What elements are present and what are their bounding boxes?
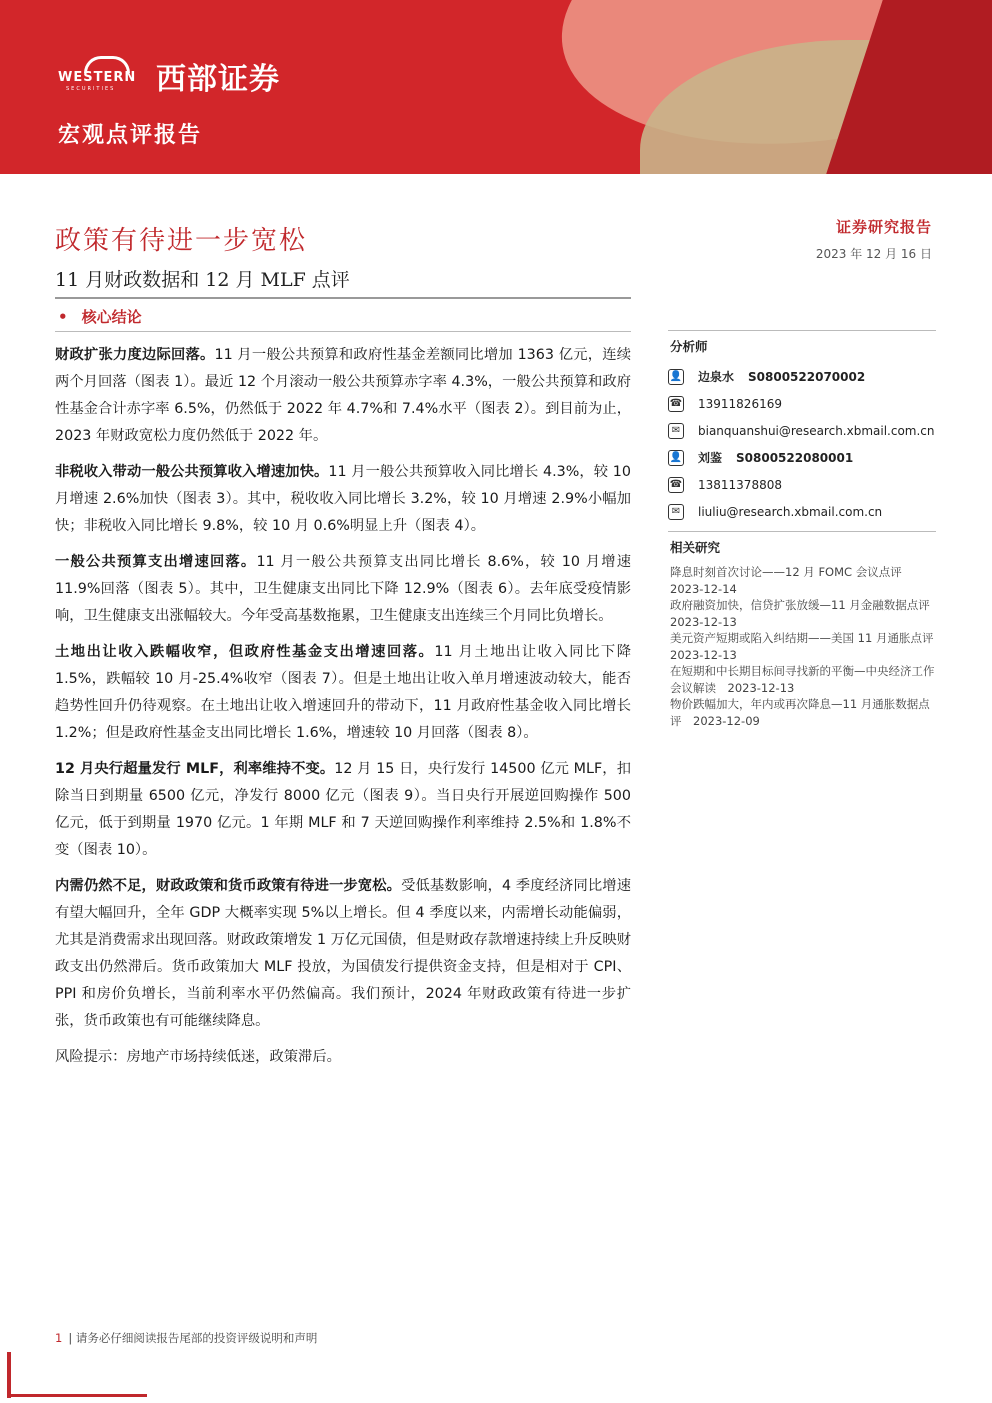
risk-note: 风险提示：房地产市场持续低迷，政策滞后。: [55, 1049, 341, 1065]
related-item[interactable]: 降息时刻首次讨论——12 月 FOMC 会议点评 2023-12-14: [670, 565, 914, 596]
analyst-contact: 👤 边泉水 S0800522070002: [669, 370, 866, 384]
company-name: 西部证券: [156, 62, 280, 97]
page-subtitle: 11 月财政数据和 12 月 MLF 点评: [55, 269, 350, 291]
person-icon: 👤: [668, 369, 684, 385]
report-type: 宏观点评报告: [58, 122, 203, 148]
paragraph: 12 月央行超量发行 MLF，利率维持不变。12 月 15 日，央行发行 14500 亿元 MLF，扣除当日到期量 6500 亿元，净发行 8000 亿元（图表 9）。当日央行开展逆回购操作 500 亿元，低于到期量 1970 亿元。1 年期 MLF 和 7 天逆回购操作利率维持 2.5%和 1.8%不变（图表 10）。: [55, 761, 632, 858]
divider: [668, 330, 936, 331]
analyst-phone: ☎ 13911826169: [669, 396, 782, 411]
sidebar: [668, 330, 945, 729]
related-research-list: [670, 564, 945, 729]
analyst-email[interactable]: ✉ liuliu@research.xbmail.com.cn: [668, 498, 938, 525]
related-heading: 相关研究: [670, 540, 721, 555]
paragraph: 非税收入带动一般公共预算收入增速加快。11 月一般公共预算收入同比增长 4.3%，较 10 月增速 2.6%加快（图表 3）。其中，税收收入同比增长 3.2%，较 10 月增速 2.9%小幅加快；非税收入同比增长 9.8%，较 10 月 0.6%明显上升（图表 4）。: [55, 464, 631, 534]
divider: [55, 331, 631, 332]
body-text: [55, 342, 631, 1080]
report-label: 证券研究报告: [835, 218, 932, 236]
page-title: 政策有待进一步宽松: [55, 226, 308, 256]
paragraph: 内需仍然不足，财政政策和货币政策有待进一步宽松。受低基数影响，4 季度经济同比增速有望大幅回升，全年 GDP 大概率实现 5%以上增长。但 4 季度以来，内需增长动能偏弱，尤其是消费需求出现回落。财政政策增发 1 万亿元国债，但是财政存款增速持续上升反映财政支出仍然滞后。货币政策加大 MLF 投放，为国债发行提供资金支持，但是相对于 CPI、PPI 和房价负增长，当前利率水平仍然偏高。我们预计，2024 年财政政策有待进一步扩张，货币政策也有可能继续降息。: [55, 878, 632, 1029]
related-item[interactable]: 物价跌幅加大，年内或再次降息—11 月通胀数据点评 2023-12-09: [670, 697, 930, 728]
analyst-heading: 分析师: [670, 339, 708, 354]
paragraph: 财政扩张力度边际回落。11 月一般公共预算和政府性基金差额同比增加 1363 亿元，连续两个月回落（图表 1）。最近 12 个月滚动一般公共预算赤字率 4.3%，一般公共预算和政府性基金合计赤字率 6.5%，仍然低于 2022 年 4.7%和 7.4%水平（图表 2）。到目前为止，2023 年财政宽松力度仍然低于 2022 年。: [55, 347, 631, 444]
analyst-email[interactable]: ✉ bianquanshui@research.xbmail.com.cn: [668, 417, 938, 444]
mail-icon: ✉: [668, 423, 684, 439]
page-number: 1: [55, 1331, 63, 1345]
related-item[interactable]: 政府融资加快，信贷扩张放缓—11 月金融数据点评 2023-12-13: [670, 598, 942, 629]
corner-mark: [7, 1352, 11, 1398]
company-logo: [58, 54, 280, 98]
analyst-contact: 👤 刘鉴 S0800522080001: [669, 451, 854, 465]
related-item[interactable]: 美元资产短期或陷入纠结期——美国 11 月通胀点评 2023-12-13: [670, 631, 945, 662]
person-icon: 👤: [668, 450, 684, 466]
phone-icon: ☎: [668, 396, 684, 412]
section-heading: • 核心结论: [58, 308, 142, 326]
mail-icon: ✉: [668, 504, 684, 520]
paragraph: 一般公共预算支出增速回落。11 月一般公共预算支出同比增长 8.6%，较 10 月增速 11.9%回落（图表 5）。其中，卫生健康支出同比下降 12.9%（图表 6）。去年底受疫情影响，卫生健康支出涨幅较大。今年受高基数拖累，卫生健康支出连续三个月同比负增长。: [55, 554, 632, 624]
bull-logo-icon: WESTERN SECURITIES: [58, 56, 152, 96]
header-banner: [0, 0, 992, 174]
divider: [55, 297, 631, 299]
corner-mark: [7, 1394, 147, 1397]
paragraph: 土地出让收入跌幅收窄，但政府性基金支出增速回落。11 月土地出让收入同比下降 1.5%，跌幅较 10 月-25.4%收窄（图表 7）。但是土地出让收入单月增速波动较大，能否趋势性回升仍待观察。在土地出让收入增速回升的带动下，11 月政府性基金收入同比增长 1.2%；但是政府性基金支出同比增长 1.6%，增速较 10 月回落（图表 8）。: [55, 644, 631, 741]
analyst-phone: ☎ 13811378808: [669, 477, 782, 492]
report-date: 2023 年 12 月 16 日: [815, 247, 932, 261]
divider: [668, 531, 936, 532]
related-item[interactable]: 在短期和中长期目标间寻找新的平衡—中央经济工作会议解读 2023-12-13: [670, 664, 935, 695]
footer-note: 1 | 请务必仔细阅读报告尾部的投资评级说明和声明: [55, 1331, 318, 1345]
phone-icon: ☎: [668, 477, 684, 493]
